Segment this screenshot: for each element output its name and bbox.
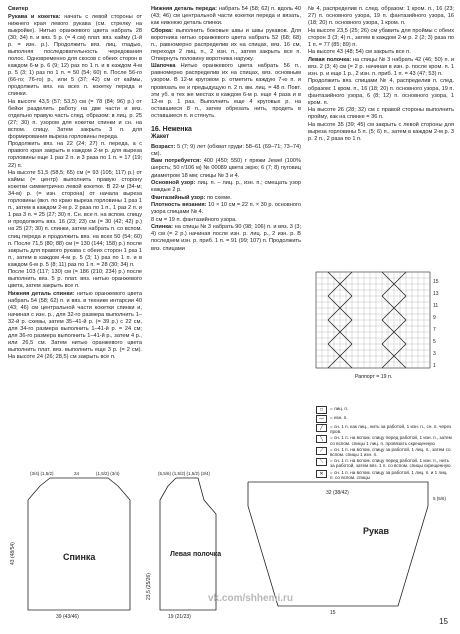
paragraph <box>8 99 142 141</box>
paragraph-text: На высоте 51,5 (58,5; 65) см (= 93 (105; 117) р.) от каймы (= центр) выполнить правую сторону кокетки симметрично левой кокетке. В 22-м (34-м; 34-м) р. (= изн. сторона) от начала выреза горловины (вкл. по краю выреза горловины 1 раз 1 п., затем в каждом 2-м р. 2 раза по 1 п., 1 раз 2 п. и 1 раз 3 п. = 25 (27; 30) п. Сн. все п. на вспом. спицу и продолжить вяз. 16 (23; 23) см (= 30 (42; 42) р.) на 25 (27; 30) п. спинки, затем набрать п. со вспом. спиц переда и продолжить вяз. на всех 50 (54; 60) п. После 71,5 (80; 88) см (= 130 (144; 158) р.) после закрыть для правого рукава с обеих сторон 1 раз 1 п., затем в каждом 4-м р. 5 (3; 1) раз по 1 п. и в каждом 6-м р. 5 (8; 11) раз по 1 п. = 28 (30; 34) п. <box>8 170 142 268</box>
sleeve-top: 32 (38/42) <box>326 490 349 496</box>
back-top-mid: 24 <box>74 471 80 476</box>
paragraph-heading: Левая полочка: <box>308 56 352 63</box>
paragraph <box>308 57 454 78</box>
paragraph-text: После 103 (117; 130) см (= 186 (210; 234) р.) после выполнить вяз. 5 р. плат. вяз. нитью оранжевого цвета, затем закрыть все п. <box>8 269 142 290</box>
paragraph-text: На высоте 43 (48; 54) см закрыть все п. <box>308 49 411 56</box>
sleeve-side: 5 (5/6) <box>433 496 447 501</box>
pattern-chart <box>312 268 452 372</box>
paragraph <box>151 224 301 252</box>
legend-entry <box>316 406 452 414</box>
chart-grid <box>316 272 430 368</box>
paragraph <box>308 28 454 49</box>
chart-row-number: 5 <box>433 339 436 345</box>
paragraph <box>8 6 142 13</box>
paragraph <box>8 269 142 290</box>
front-bottom: 19 (21/23) <box>168 614 191 620</box>
paragraph <box>151 195 301 202</box>
paragraph <box>151 63 301 119</box>
paragraph <box>8 291 142 361</box>
paragraph-heading: Рукава и кокетка: <box>8 13 61 20</box>
paragraph-text: На высоте 26 (28; 32) см с правой стороны выполнить пройму, как на спинке = 36 п. <box>308 107 454 121</box>
legend-symbol-icon: ╲ <box>316 435 327 443</box>
legend-text: = лиц. п. <box>330 406 349 411</box>
chart-row-number: 7 <box>433 327 436 333</box>
chart-row-number: 1 <box>433 363 436 369</box>
paragraph <box>308 6 454 27</box>
paragraph-text: Продолжить вяз. спицами № 4, распределив п. след. образом: 1 кром. п., 16 (18; 20) п. основного узора, 19 п. фантазийного узора, 6 (8; 12) п. основного узора, 1 кром. п. <box>308 78 454 106</box>
back-top-right: (1,5/2) (3/4) <box>96 471 120 476</box>
paragraph <box>151 28 301 63</box>
paragraph-heading: Фантазийный узор: <box>151 194 206 201</box>
paragraph-heading: Основной узор: <box>151 180 196 187</box>
paragraph-heading: Нижняя деталь переда: <box>151 6 218 12</box>
paragraph <box>308 78 454 106</box>
paragraph-heading: Вам потребуется: <box>151 158 202 165</box>
paragraph-text: по схеме. <box>206 194 232 201</box>
paragraph-text: начать с левой стороны от нижнего края левого рукава (см. стрелку на выкройке). Нитью оранжевого цвета набрать 28 (30; 34) п. и вяз. 5 р. (= 4 см) плат. вяз. кайму (1-й р. = изн. р.). Продолжить вяз. лиц. гладью, выполняя последовательность чередования полос. Одновременно для скосов с обеих сторон в каждом 6-м р. 6 (9; 12) раз по 1 п. и в каждом 4-м р. 5 (3; 1) раз по 1 п. = 50 (54; 60) п. После 56-го (66-го; 76-го) р., или 5 (37; 42) см от каймы, продолжить вяз. на всех п. кокетку переда и спинки. <box>8 13 142 98</box>
paragraph-text: 400 (450; 550) г пряжи Jewel (100% шерсть; 50 г/106 м) № 00089 цвета экрю; 6 (7; 8) пуговиц диаметром 18 мм; спицы № 3 и 4. <box>151 158 301 179</box>
paragraph-text: На высоте 43,5 (57; 53,5) см (= 78 (84; 96) р.) от бейки разделить работу на две части и вяз. отдельно правую часть след. образом: в лиц. р. 25 (27; 30) п. узором для кокетки спинки и сн. на вспом. спицу. Затем закрыть 3 п. для формирования выреза горловины переда. <box>8 98 142 140</box>
paragraph <box>308 49 454 56</box>
paragraph-text: лиц. п. – лиц. р., изн. п.; смещать узор каждые 2 р. <box>151 180 302 194</box>
paragraph-text: На высоте 35 (39; 45) см закрыть с левой стороны для выреза горловины 5 п. (5; 6) п., затем в каждом 2-м р. 3 р. 2 п., 2 раза по 1 п. <box>308 121 454 142</box>
legend-text: = сн. 1 п. на вспом. спицу перед работой, 1 изн. п., затем со вспом. спицы 1 лиц. п. провязать скрещенную <box>330 435 452 446</box>
paragraph <box>151 144 301 158</box>
paragraph-text: На высоте 23,5 (25; 26) см убавить для проймы с обеих сторон 3 (3; 4) п., затем в каждом 2-м р. 2 (2; 3) раза по 1 п. = 77 (85; 89) п. <box>308 27 454 48</box>
paragraph-text: набрать 54 (58; 62) п. вдоль 40 (43; 46) см центральной части кокетки переда и вязать, как нижнюю деталь спинки. <box>151 6 301 27</box>
column-3 <box>308 6 454 143</box>
paragraph <box>151 158 301 179</box>
chart-row-number: 13 <box>433 291 439 297</box>
legend-entry <box>316 447 452 457</box>
legend-text: = сн. 1 п. на вспом. спицу перед работой, 1 изн. п., нить за работой, затем вяз. 1 п. со вспом. спицы скрещенную <box>330 458 451 469</box>
chart-row-number: 15 <box>433 279 439 285</box>
legend-symbol-icon: ⟍ <box>316 458 327 466</box>
paragraph <box>151 6 301 27</box>
paragraph-heading: Нижняя деталь спинки: <box>8 290 75 297</box>
paragraph <box>8 141 142 169</box>
paragraph-text: 10 × 10 см = 22 п. × 30 р. основного узора спицами № 4. <box>151 202 301 216</box>
section-title: 16. Неженка <box>151 125 192 133</box>
legend-entry <box>316 435 452 445</box>
paragraph <box>308 107 454 121</box>
front-top: (5,5/6) (1,5/2) (1,5/2) (3/4) <box>158 471 211 476</box>
paragraph <box>8 14 142 99</box>
sleeve-bottom: 15 <box>330 610 336 616</box>
legend-text: = сн. 1 п. как лиц., нить за работой, 1 изн. п., сн. п. через пров. <box>330 424 452 435</box>
legend-text: = сн. 1 п. на вспом. спицу за работой, 1 лиц. п., затем со вспом. спицы 1 изн. п. <box>330 446 451 458</box>
watermark: vk.com/shhemi.ru <box>208 593 294 604</box>
back-piece <box>10 471 130 620</box>
paragraph-heading: Спинка: <box>151 224 174 231</box>
column-1 <box>8 6 142 362</box>
paragraph-text: нитью оранжевого цвета набрать 54 (58; 62) п. и вяз. в технике интарсии 40 (43; 46) см центральной части кокетки спинки и, начиная с изн. р., для 32-го размера выполнить 1–32-й р. схемы, затем 35–41-й р. (= 39 р.) с 22 см, для 34-го размера выполнить 1–41-й р. = 24 см; для 36-го размера выполнить 1–41-й р., затем 4 р., или 26,5 см. Затем нитью оранжевого цвета выполнить плат. вяз. выполнить еще 3 р. (= 2 см). На высоте 24 (26; 28,5) см закрыть все п. <box>8 290 142 361</box>
legend-text: = сн. 1 п. на вспом. спицу за работой, 1 лиц. п. и 1 лиц. п. со вспом. спицы <box>330 469 448 480</box>
paragraph-text: выполнить боковые швы и швы рукавов. Для воротника нитью оранжевого цвета набрать 52 (68; 68) п., равномерно распределив их на спицах, вяз. 16 см, переходя 2 лиц. п., 2 изн. п., затем закрыть все п. Отвернуть половину воротника наружу. <box>151 27 301 62</box>
legend-entry <box>316 458 452 468</box>
legend-symbol-icon: — <box>316 415 327 423</box>
front-label: Левая полочка <box>170 551 222 558</box>
back-top-left: (3/4) (1,5/2) <box>30 471 54 476</box>
back-label: Спинка <box>63 552 96 562</box>
paragraph-heading: Плотность вязания: <box>151 202 207 209</box>
legend-symbol-icon: ✕ <box>316 470 327 478</box>
legend-text: = изн. п. <box>330 415 348 420</box>
front-height: 23,5 (25/26) <box>146 573 152 600</box>
paragraph <box>8 170 142 269</box>
chart-row-number: 11 <box>433 303 439 309</box>
paragraph-text: Нитью оранжевого цвета набрать 56 п., равномерно распределив их на спицах, вяз. основным узором. В 12-м круговом р. отметить каждую 7-ю п. и провязать ее и предыдущую п. 2 п. вм. лиц. = 48 п. Повт. эти уб. в тех же местах в каждом 6-м р. еще 4 раза и в 12-м р. 1 раз. Выполнить еще 4 круговых р. на оставшиеся 8 п., затем обрезать нить, продеть в оставшиеся п. и стянуть. <box>151 63 301 119</box>
paragraph <box>151 202 301 216</box>
paragraph-text: 5 (7; 9) лет (обхват груди: 58–61 (69–71; 73–74) см). <box>151 143 301 157</box>
paragraph-text: 8 см = 19 п. фантазийного узора. <box>151 216 237 223</box>
back-height: 43 (48/54) <box>10 542 16 565</box>
page-number: 15 <box>439 617 448 626</box>
paragraph-heading: Сборка: <box>151 27 174 34</box>
paragraph-text: № 4, распределив п. след. образом: 1 кром. п., 16 (23; 27) п. основного узора, 19 п. фантазийного узора, 16 (18; 20) п. основного узора, 1 кром. п. <box>308 6 454 27</box>
chart-row-numbers <box>433 279 439 369</box>
legend-symbol-icon: ╱ <box>316 424 327 432</box>
paragraph <box>151 217 301 224</box>
paragraph-text: на спицы № 3 набрать 42 (46; 50) п. и вяз. 2 (3; 4) см (= 2 р. начиная в изн. р. после кром. п. 1 изн. р. и еще 1 р., 2 изн. п. приб. 1 п. = 43 (47; 53) п. <box>308 56 454 77</box>
paragraph <box>308 122 454 143</box>
paragraph-text: на спицы № 3 набрать 90 (98; 106) п. и вяз. 3 (3; 4) см (= 2 р.) начиная после изн. р. лиц. р., 2 изн. р. В последнем изн. р. приб. 1 п. = 91 (99; 107) п. Продолжить вяз. спицами <box>151 224 301 252</box>
chart-row-number: 3 <box>433 351 436 357</box>
paragraph-heading: Свитер <box>8 6 29 12</box>
paragraph-heading: Возраст: <box>151 143 176 150</box>
subsection-title: Жакет <box>151 133 170 140</box>
legend-symbol-icon: ⟋ <box>316 447 327 455</box>
column-2 <box>151 6 301 253</box>
legend-entry <box>316 415 452 423</box>
paragraph-text: Продолжить вяз. на 22 (24; 27) п. переда, а с правого края закрыть в каждом 2-м р. для выреза горловины еще 1 раз 2 п. и 3 раза по 1 п. = 17 (19; 22) п. <box>8 141 142 169</box>
paragraph-heading: Шапочка <box>151 63 176 70</box>
chart-row-number: 9 <box>433 315 436 321</box>
sleeve-label: Рукав <box>363 526 390 536</box>
legend-symbol-icon: □ <box>316 406 327 414</box>
back-bottom: 39 (43/46) <box>56 614 79 620</box>
chart-caption: Раппорт = 19 п. <box>355 374 393 380</box>
paragraph <box>151 180 301 194</box>
legend-entry <box>316 424 452 434</box>
